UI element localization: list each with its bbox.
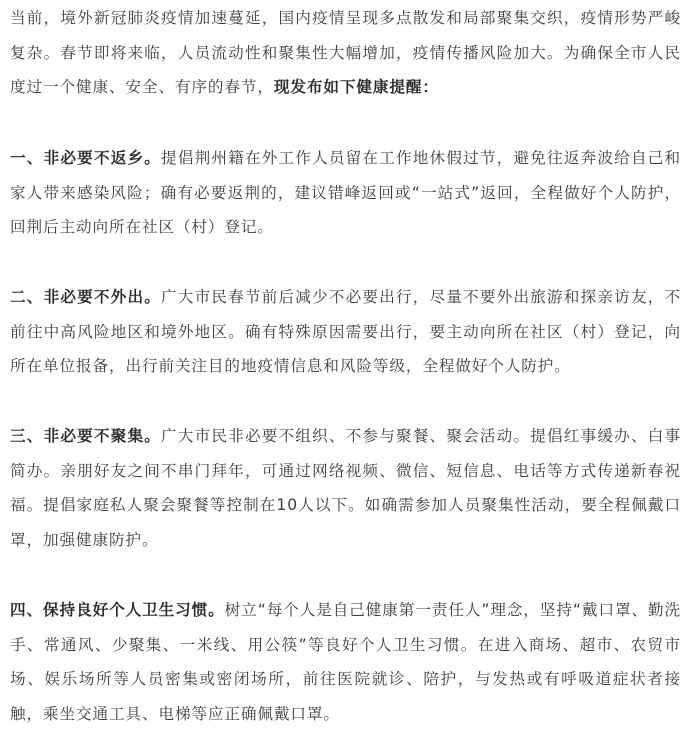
section-four-paragraph: [10, 593, 681, 731]
section-one-heading: 一、非必要不返乡。: [10, 149, 162, 167]
section-one-paragraph: [10, 141, 681, 245]
section-two-heading: 二、非必要不外出。: [10, 288, 162, 306]
section-three-paragraph: [10, 419, 681, 557]
section-two-paragraph: [10, 280, 681, 384]
section-four-heading: 四、保持良好个人卫生习惯。: [10, 601, 225, 619]
intro-paragraph: [10, 1, 681, 105]
intro-emphasis: 现发布如下健康提醒：: [273, 78, 439, 96]
intro-text: 当前，境外新冠肺炎疫情加速蔓延，国内疫情呈现多点散发和局部聚集交织，疫情形势严峻复杂。春节即将来临，人员流动性和聚集性大幅增加，疫情传播风险加大。为确保全市人民度过一个健康、安全、有序的春节，: [10, 9, 681, 96]
section-three-heading: 三、非必要不聚集。: [10, 427, 162, 445]
section-three-body: 广大市民非必要不组织、不参与聚餐、聚会活动。提倡红事缓办、白事简办。亲朋好友之间不串门拜年，可通过网络视频、微信、短信息、电话等方式传递新春祝福。提倡家庭私人聚会聚餐等控制在10人以下。如确需参加人员聚集性活动，要全程佩戴口罩，加强健康防护。: [10, 427, 681, 549]
section-two-body: 广大市民春节前后减少不必要出行，尽量不要外出旅游和探亲访友，不前往中高风险地区和境外地区。确有特殊原因需要出行，要主动向所在社区（村）登记，向所在单位报备，出行前关注目的地疫情信息和风险等级，全程做好个人防护。: [10, 288, 681, 375]
section-one-body: 提倡荆州籍在外工作人员留在工作地休假过节，避免往返奔波给自己和家人带来感染风险；确有必要返荆的，建议错峰返回或“一站式”返回，全程做好个人防护，回荆后主动向所在社区（村）登记。: [10, 149, 681, 236]
section-four-body: 树立“每个人是自己健康第一责任人”理念，坚持“戴口罩、勤洗手、常通风、少聚集、一米线、用公筷”等良好个人卫生习惯。在进入商场、超市、农贸市场、娱乐场所等人员密集或密闭场所，前往医院就诊、陪护，与发热或有呼吸道症状者接触，乘坐交通工具、电梯等应正确佩戴口罩。: [10, 601, 681, 723]
